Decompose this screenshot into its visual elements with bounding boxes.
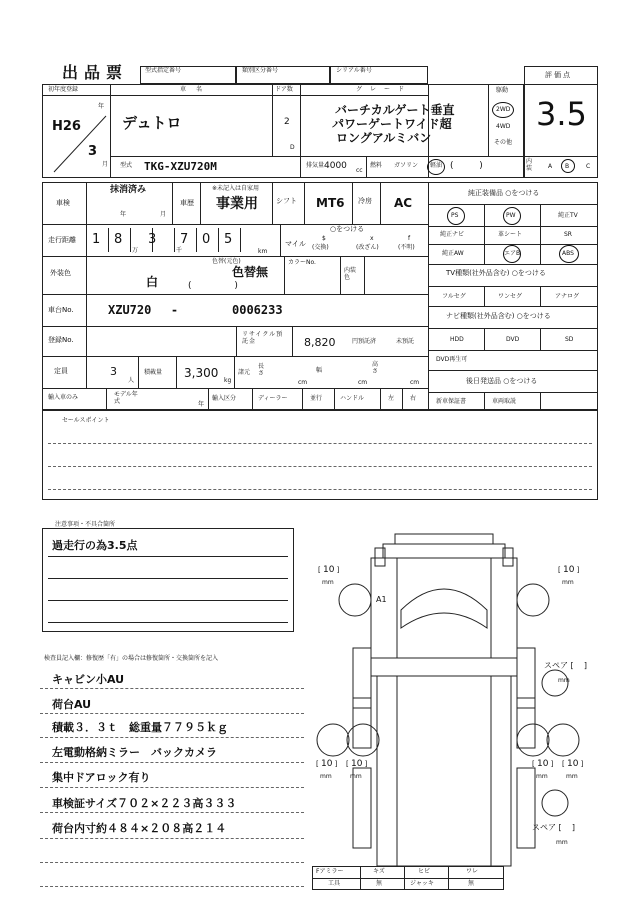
replaced-text: 交換 bbox=[314, 244, 327, 251]
legend-r1-c3: ヒビ bbox=[418, 868, 431, 875]
capacity-value: 3 bbox=[110, 365, 117, 378]
date-slash bbox=[48, 112, 108, 176]
mark-x: x bbox=[370, 235, 374, 242]
color-no-label: カラーNo. bbox=[288, 259, 316, 266]
tire-depth-rl1-unit: mm bbox=[320, 773, 332, 780]
tire-depth-rl1-value: 10 bbox=[320, 759, 333, 769]
rear-right-inner-wheel bbox=[517, 724, 549, 756]
rear-right-outer-wheel bbox=[547, 724, 579, 756]
front-left-wheel bbox=[339, 584, 371, 616]
spare-wheel-2 bbox=[542, 790, 568, 816]
mileage-digit-4: 7 bbox=[180, 232, 189, 247]
grade-line-2: パワーゲートワイド超 bbox=[332, 117, 452, 131]
equip-ps: PS bbox=[451, 212, 459, 219]
handle-label: ハンドル bbox=[340, 395, 365, 402]
notes-label: 注意事項・不具合箇所 bbox=[52, 522, 118, 528]
score-label: 評価点 bbox=[545, 71, 572, 79]
front-right-wheel bbox=[517, 584, 549, 616]
length-unit: cm bbox=[298, 379, 308, 386]
car-name-label: 車名 bbox=[180, 86, 213, 93]
mile-label: マイル bbox=[285, 240, 306, 248]
left-label: 左 bbox=[388, 395, 395, 402]
spare-label-2-unit: mm bbox=[556, 839, 568, 846]
parallel-label: 並行 bbox=[310, 395, 323, 402]
tire-depth-fl-unit: mm bbox=[322, 579, 334, 586]
after-manual: 車両取説 bbox=[492, 398, 517, 405]
inspection-value: 抹消済み bbox=[110, 185, 147, 195]
equip-abs: ABS bbox=[562, 250, 574, 257]
legend-r2-c3: ジャッキ bbox=[410, 880, 434, 887]
inspection-year-unit: 年 bbox=[120, 211, 127, 218]
mileage-digit-5: 0 bbox=[202, 232, 211, 247]
month-unit: 月 bbox=[102, 161, 109, 168]
shift-value: MT6 bbox=[316, 196, 345, 210]
reg-month: 3 bbox=[88, 144, 98, 159]
navi-dvd: DVD bbox=[506, 336, 520, 343]
legend-r1-c4: ワレ bbox=[466, 868, 479, 875]
door-label: ドア数 bbox=[275, 86, 293, 93]
rear-left-inner-wheel bbox=[347, 724, 379, 756]
first-reg-label: 初年度登録 bbox=[48, 86, 79, 93]
after-warranty: 新車保証書 bbox=[436, 398, 467, 405]
grade-a: A bbox=[548, 163, 553, 170]
car-name: デュトロ bbox=[122, 114, 182, 132]
spare-label-1-text: スペア bbox=[544, 661, 568, 670]
width-unit: cm bbox=[358, 379, 368, 386]
recycle-value: 8,820 bbox=[304, 336, 336, 349]
height-label: 高さ bbox=[372, 361, 379, 375]
grade-line-3: ロングアルミバン bbox=[336, 131, 432, 145]
displacement-value: 4000 bbox=[324, 161, 347, 171]
tv-title: TV種類(社外品含む) ○をつける bbox=[446, 269, 546, 277]
exterior-color: 白 bbox=[146, 275, 159, 289]
mark-f: f bbox=[408, 235, 411, 242]
grade-label: グレード bbox=[356, 86, 413, 93]
inspector-label: 検査員記入欄：修復歴「有」の場合は修復箇所・交換箇所を記入 bbox=[44, 655, 219, 662]
dvd-play: DVD再生可 bbox=[436, 356, 468, 363]
windshield-outline bbox=[401, 589, 487, 628]
notes-text: 過走行の為3.5点 bbox=[52, 539, 138, 552]
capacity-unit: 人 bbox=[128, 377, 135, 384]
drive-other: その他 bbox=[494, 139, 513, 146]
equip-sr: SR bbox=[564, 231, 572, 238]
history-label: 車歴 bbox=[180, 199, 194, 207]
fuel-label: 燃料 bbox=[370, 162, 383, 169]
mileage-digit-2: 8 bbox=[114, 232, 123, 247]
door-count: 2 bbox=[284, 117, 290, 127]
circle-note: ○をつける bbox=[330, 225, 365, 233]
spare-label-2: スペア [ ] bbox=[532, 823, 575, 832]
capacity-label: 定員 bbox=[54, 367, 68, 375]
tire-depth-rr1-value: 10 bbox=[536, 759, 549, 769]
history-value: 事業用 bbox=[216, 196, 258, 212]
inspector-line-1: キャビン小AU bbox=[52, 673, 125, 686]
equip-airbag: エアB bbox=[504, 250, 521, 257]
tv-oneseg: ワンセグ bbox=[498, 293, 523, 300]
chassis-prefix: XZU720 bbox=[108, 303, 152, 317]
legend-r2-c1: 工具 bbox=[328, 880, 341, 887]
tire-depth-rl1: [ 10 ] bbox=[316, 759, 338, 769]
inspection-label: 車検 bbox=[56, 199, 70, 207]
equip-tv: 純正TV bbox=[558, 212, 578, 219]
interior-color-label: 内装色 bbox=[344, 267, 357, 281]
legend-r1-c2: キズ bbox=[373, 868, 385, 875]
spare-label-1: スペア [ ] bbox=[544, 661, 587, 670]
import-label: 輸入車のみ bbox=[48, 394, 79, 401]
mark-dollar: $ bbox=[322, 235, 326, 242]
mileage-km: km bbox=[258, 248, 268, 255]
import-class-label: 輸入区分 bbox=[212, 395, 237, 402]
era-year: H26 bbox=[52, 119, 81, 134]
mileage-label: 走行距離 bbox=[48, 236, 76, 244]
unknown-label: (不明) bbox=[398, 244, 415, 251]
fuel-gas: ガソリン bbox=[394, 162, 419, 169]
drive-2wd: 2WD bbox=[496, 106, 511, 113]
mileage-man: 万 bbox=[132, 247, 139, 254]
chassis-dash: - bbox=[172, 303, 177, 317]
displacement-label: 排気量 bbox=[306, 162, 325, 169]
tire-depth-rl2-value: 10 bbox=[350, 759, 363, 769]
inspector-line-5: 集中ドアロック有り bbox=[52, 771, 151, 784]
legend-r1-c1: Fアミラー bbox=[316, 868, 344, 875]
cab-inner-outline bbox=[397, 558, 491, 658]
fuel-diesel: 軽油 bbox=[430, 162, 443, 169]
tire-depth-fr-value: 10 bbox=[562, 565, 575, 575]
equipment-title: 純正装備品 ○をつける bbox=[468, 189, 540, 197]
legend-r2-c2: 無 bbox=[376, 880, 383, 887]
cab-roof-outline bbox=[395, 534, 493, 544]
tire-depth-rr2-value: 10 bbox=[566, 759, 579, 769]
registration-label: 登録No. bbox=[48, 336, 74, 344]
unknown-text: 不明 bbox=[400, 244, 413, 251]
inspection-month-unit: 月 bbox=[160, 211, 167, 218]
length-label: 長さ bbox=[258, 363, 265, 377]
grade-line-1: バーチカルゲート垂直 bbox=[335, 103, 455, 117]
tire-depth-rr1-unit: mm bbox=[536, 773, 548, 780]
load-unit: kg bbox=[224, 377, 232, 384]
equip-navi: 純正ナビ bbox=[440, 231, 465, 238]
dims-label: 諸元 bbox=[238, 369, 251, 376]
inspector-line-3: 積載３．３ｔ 総重量７７９５ｋｇ bbox=[52, 721, 228, 734]
fuel-paren: ( ) bbox=[450, 161, 483, 171]
tire-depth-fr: [ 10 ] bbox=[558, 565, 580, 575]
truck-diagram bbox=[305, 528, 605, 868]
grade-c: C bbox=[586, 163, 591, 170]
width-label: 幅 bbox=[316, 367, 323, 374]
exterior-label: 外装色 bbox=[50, 269, 71, 277]
score-value: 3.5 bbox=[536, 95, 587, 133]
tire-depth-rr2-unit: mm bbox=[566, 773, 578, 780]
tv-fullseg: フルセグ bbox=[442, 293, 466, 300]
right-label: 右 bbox=[410, 395, 417, 402]
inspector-line-4: 左電動格納ミラー バックカメラ bbox=[52, 746, 217, 759]
model-cert-label: 型式指定番号 bbox=[145, 67, 182, 74]
interior-label: 内装 bbox=[526, 158, 533, 172]
repaint-label: 色替(元色) bbox=[212, 258, 241, 265]
damage-code: A1 bbox=[376, 595, 387, 604]
height-unit: cm bbox=[410, 379, 420, 386]
load-label: 積載量 bbox=[144, 369, 163, 376]
tv-analog: アナログ bbox=[555, 293, 580, 300]
repaint-paren: ( ) bbox=[188, 281, 238, 291]
rear-left-outer-wheel bbox=[317, 724, 349, 756]
mileage-digit-3: 3 bbox=[148, 232, 157, 247]
history-note: ※未記入は自家用 bbox=[212, 185, 260, 192]
tire-depth-rl2: [ 10 ] bbox=[346, 759, 368, 769]
drive-label: 駆動 bbox=[496, 87, 509, 94]
tire-depth-rl2-unit: mm bbox=[350, 773, 362, 780]
recycle-unpaid: 未預託 bbox=[396, 338, 415, 345]
sales-points-box bbox=[42, 410, 598, 500]
cc-unit: cc bbox=[356, 167, 363, 174]
navi-title: ナビ種類(社外品含む) ○をつける bbox=[446, 312, 551, 320]
sales-points-label: セールスポイント bbox=[62, 417, 110, 424]
type-label: 型式 bbox=[120, 162, 133, 169]
tire-depth-fr-unit: mm bbox=[562, 579, 574, 586]
after-title: 後日発送品 ○をつける bbox=[466, 377, 538, 385]
tire-depth-fl: [ 10 ] bbox=[318, 565, 340, 575]
dealer-label: ディーラー bbox=[258, 395, 288, 402]
equip-aw: 純正AW bbox=[442, 250, 464, 257]
inspector-line-6: 車検証サイズ７０２×２２３高３３３ bbox=[52, 797, 237, 810]
navi-hdd: HDD bbox=[450, 336, 464, 343]
recycle-paid: 円預託済 bbox=[352, 338, 377, 345]
mileage-digit-1: 1 bbox=[92, 232, 101, 247]
mileage-sen: 千 bbox=[176, 247, 183, 254]
load-value: 3,300 bbox=[184, 366, 219, 380]
chassis-number: 0006233 bbox=[232, 303, 283, 317]
legend-r2-c4: 無 bbox=[468, 880, 475, 887]
door-suffix: D bbox=[290, 144, 295, 151]
chassis-label: 車台No. bbox=[48, 306, 74, 314]
serial-label: シリアル番号 bbox=[336, 67, 372, 74]
year-unit: 年 bbox=[98, 103, 105, 110]
tire-depth-rr1: [ 10 ] bbox=[532, 759, 554, 769]
inspector-line-2: 荷台AU bbox=[52, 698, 92, 711]
ac-label: 冷房 bbox=[358, 197, 372, 205]
repaint-value: 色替無 bbox=[232, 265, 269, 279]
type-value: TKG-XZU720M bbox=[144, 160, 217, 173]
cab-top-outline bbox=[383, 544, 505, 558]
tire-depth-rr2: [ 10 ] bbox=[562, 759, 584, 769]
navi-sd: SD bbox=[565, 336, 574, 343]
altered-label: (改ざん) bbox=[356, 244, 379, 251]
equip-pw: PW bbox=[506, 212, 516, 219]
shift-label: シフト bbox=[276, 197, 297, 205]
spare-label-1-unit: mm bbox=[558, 677, 570, 684]
model-year-unit: 年 bbox=[198, 401, 205, 408]
recycle-label: リサイクル預託金 bbox=[242, 331, 284, 345]
equip-leather: 革シート bbox=[498, 231, 523, 238]
grade-b: B bbox=[565, 163, 570, 170]
replaced-label: (交換) bbox=[312, 244, 329, 251]
model-year-label: モデル年式 bbox=[114, 391, 138, 405]
ac-value: AC bbox=[394, 196, 413, 210]
spare-label-2-text: スペア bbox=[532, 823, 556, 832]
drive-4wd: 4WD bbox=[496, 123, 511, 130]
mileage-digit-6: 5 bbox=[224, 232, 233, 247]
cab-body-outline bbox=[371, 558, 517, 658]
tire-depth-fl-value: 10 bbox=[322, 565, 335, 575]
inspector-line-7: 荷台内寸約４８４×２０８高２１４ bbox=[52, 822, 227, 835]
page-title: 出品票 bbox=[62, 63, 129, 82]
altered-text: 改ざん bbox=[358, 244, 377, 251]
class-label: 類別区分番号 bbox=[242, 67, 279, 74]
